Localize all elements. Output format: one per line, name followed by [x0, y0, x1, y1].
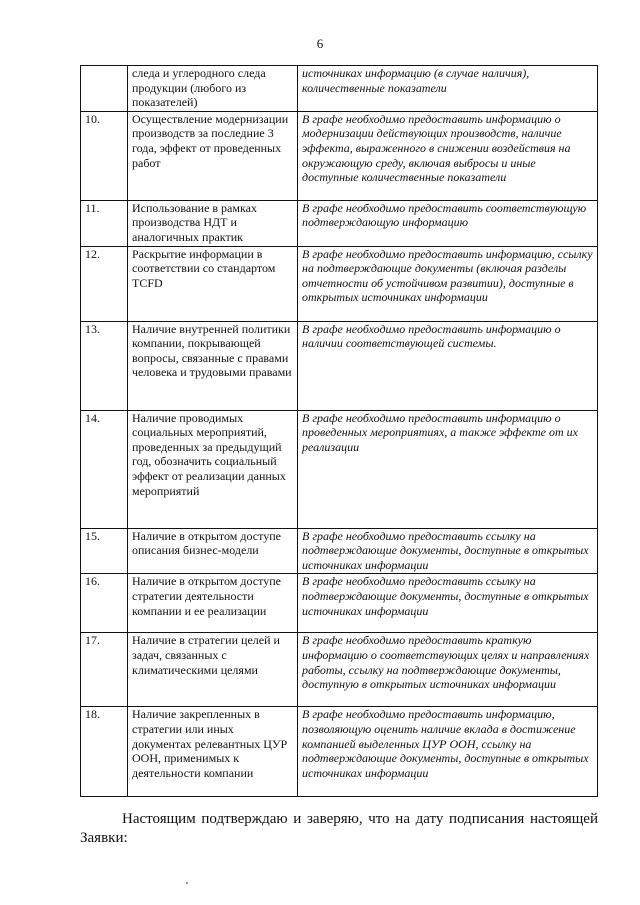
indicator-cell: Наличие в открытом доступе описания бизнес-модели	[128, 528, 298, 574]
row-number: 11.	[81, 200, 128, 246]
row-number	[81, 66, 128, 112]
requirements-table	[80, 65, 598, 797]
comment-cell: В графе необходимо предоставить ссылку на подтверждающие документы, доступные в открытых источниках информации	[298, 528, 598, 574]
indicator-cell: Наличие в открытом доступе стратегии деятельности компании и ее реализации	[128, 574, 298, 633]
comment-cell: В графе необходимо предоставить информацию, ссылку на подтверждающие документы (включая разделы отчетности об устойчивом развитии), доступные в открытых источниках информации	[298, 246, 598, 321]
indicator-cell: Наличие проводимых социальных мероприятий, проведенных за предыдущий год, обозначить социальный эффект от реализации данных мероприятий	[128, 410, 298, 528]
table-row	[81, 707, 598, 797]
indicator-cell: следа и углеродного следа продукции (любого из показателей)	[128, 66, 298, 112]
confirmation-paragraph: Настоящим подтверждаю и заверяю, что на дату подписания настоящей Заявки:	[80, 811, 598, 846]
comment-cell: В графе необходимо предоставить ссылку на подтверждающие документы, доступные в открытых источниках информации	[298, 574, 598, 633]
row-number: 16.	[81, 574, 128, 633]
row-number: 18.	[81, 707, 128, 797]
table-row	[81, 246, 598, 321]
indicator-cell: Осуществление модернизации производств за последние 3 года, эффект от проведенных работ	[128, 111, 298, 200]
comment-cell: В графе необходимо предоставить информацию о модернизации действующих производств, наличие эффекта, выраженного в снижении воздействия на окружающую среду, включая выбросы и иные доступные количественные показатели	[298, 111, 598, 200]
indicator-cell: Наличие внутренней политики компании, покрывающей вопросы, связанные с правами человека и трудовыми правами	[128, 321, 298, 410]
comment-cell: В графе необходимо предоставить информацию о проведенных мероприятиях, а также эффекте от их реализации	[298, 410, 598, 528]
comment-cell: В графе необходимо предоставить краткую информацию о соответствующих целях и направлениях работы, ссылку на подтверждающие документы, доступную в открытых источниках информации	[298, 633, 598, 707]
comment-cell: В графе необходимо предоставить информацию о наличии соответствующей системы.	[298, 321, 598, 410]
indicator-cell: Наличие закрепленных в стратегии или иных документах релевантных ЦУР ООН, применимых к деятельности компании	[128, 707, 298, 797]
row-number: 17.	[81, 633, 128, 707]
row-number: 15.	[81, 528, 128, 574]
row-number: 12.	[81, 246, 128, 321]
table-row	[81, 410, 598, 528]
comment-cell: В графе необходимо предоставить соответствующую подтверждающую информацию	[298, 200, 598, 246]
indicator-cell: Наличие в стратегии целей и задач, связанных с климатическими целями	[128, 633, 298, 707]
table-row	[81, 321, 598, 410]
indicator-cell: Использование в рамках производства НДТ и аналогичных практик	[128, 200, 298, 246]
table-row	[81, 633, 598, 707]
row-number: 13.	[81, 321, 128, 410]
comment-cell: источниках информацию (в случае наличия), количественные показатели	[298, 66, 598, 112]
table-row	[81, 66, 598, 112]
table-row	[81, 111, 598, 200]
row-number: 10.	[81, 111, 128, 200]
table-row	[81, 574, 598, 633]
table-row	[81, 528, 598, 574]
page-number: 6	[316, 36, 324, 51]
scan-speck	[186, 882, 188, 884]
table-row	[81, 200, 598, 246]
indicator-cell: Раскрытие информации в соответствии со стандартом TCFD	[128, 246, 298, 321]
comment-cell: В графе необходимо предоставить информацию, позволяющую оценить наличие вклада в достижение компанией выделенных ЦУР ООН, ссылку на подтверждающие документы, доступные в открытых источниках информации	[298, 707, 598, 797]
row-number: 14.	[81, 410, 128, 528]
